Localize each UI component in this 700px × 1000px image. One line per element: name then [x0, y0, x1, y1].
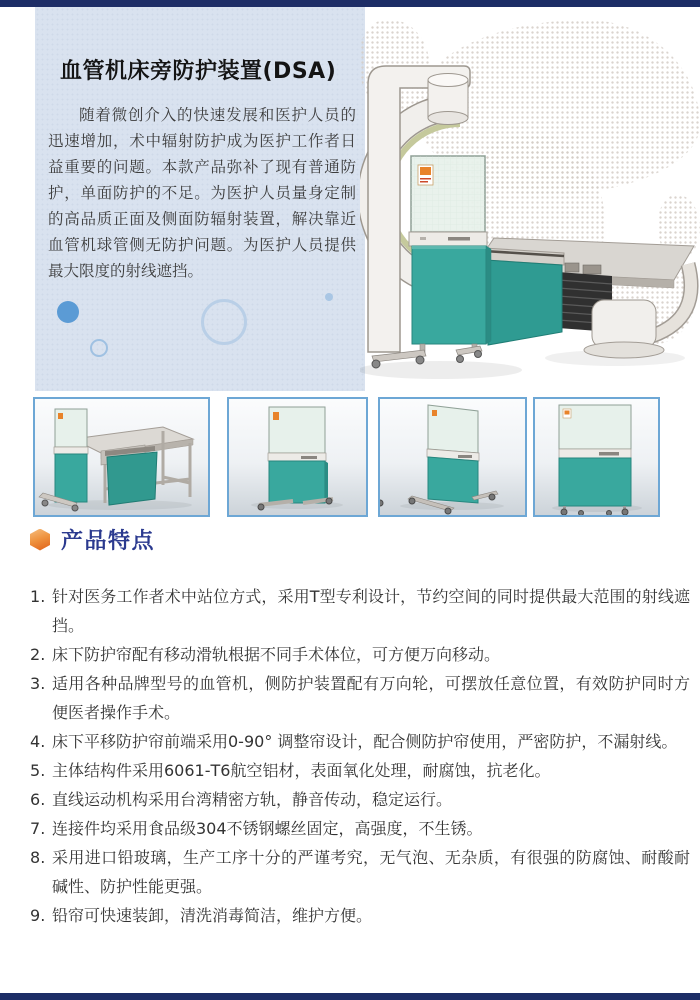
- decorative-circle-ring-small: [90, 339, 108, 357]
- feature-item: 针对医务工作者术中站位方式，采用T型专利设计，节约空间的同时提供最大范围的射线遮挡。: [52, 587, 690, 635]
- bottom-accent-bar: [0, 993, 700, 1000]
- decorative-circle-solid: [57, 301, 79, 323]
- product-thumbnail-front-screen: [533, 397, 660, 517]
- intro-panel: [35, 7, 365, 391]
- tube-cylinder: [428, 74, 468, 125]
- feature-item: 床下平移防护帘前端采用0-90° 调整帘设计，配合侧防护帘使用，严密防护，不漏射线。: [52, 732, 678, 751]
- product-thumbnail-single-screen: [227, 397, 368, 517]
- thumbnail-2-illustration: [229, 399, 366, 515]
- decorative-circle-dot: [325, 293, 333, 301]
- dsa-machine-illustration: [360, 20, 700, 392]
- product-thumbnail-t-screen-with-table: [33, 397, 210, 517]
- product-title: 血管机床旁防护装置(DSA): [60, 59, 337, 84]
- feature-item: 铅帘可快速装卸，清洗消毒简洁，维护方便。: [52, 906, 373, 925]
- feature-item: 直线运动机构采用台湾精密方轨，静音传动，稳定运行。: [52, 790, 453, 809]
- feature-item: 采用进口铅玻璃，生产工序十分的严谨考究，无气泡、无杂质，有很强的防腐蚀、耐酸耐碱性、防护性能更强。: [52, 848, 690, 896]
- top-accent-bar: [0, 0, 700, 7]
- brand-logo-icon: [418, 165, 433, 185]
- feature-item: 床下防护帘配有移动滑轨根据不同手术体位，可方便万向移动。: [52, 645, 501, 664]
- feature-item: 适用各种品牌型号的血管机，侧防护装置配有万向轮，可摆放任意位置，有效防护同时方便医者操作手术。: [52, 674, 690, 722]
- features-heading: 产品特点: [61, 529, 156, 554]
- feature-item: 主体结构件采用6061-T6航空铝材，表面氧化处理，耐腐蚀，抗老化。: [52, 761, 551, 780]
- thumbnail-3-illustration: [380, 399, 525, 515]
- feature-item: 连接件均采用食品级304不锈钢螺丝固定，高强度，不生锈。: [52, 819, 483, 838]
- product-thumbnail-angled-screen: [378, 397, 527, 517]
- thumbnail-4-illustration: [535, 399, 658, 515]
- decorative-circle-ring-large: [201, 299, 247, 345]
- intro-paragraph: 随着微创介入的快速发展和医护人员的迅速增加，术中辐射防护成为医护工作者日益重要的问题。本款产品弥补了现有普通防护，单面防护的不足。为医护人员量身定制的高品质正面及侧面防辐射装置，解决靠近血管机球管侧无防护问题。为医护人员提供最大限度的射线遮挡。: [48, 106, 356, 280]
- hexagon-bullet-icon: [30, 529, 50, 551]
- features-section: [30, 524, 690, 930]
- under-table-curtain: [484, 248, 564, 345]
- hero-render: [360, 20, 700, 392]
- features-list: [30, 582, 690, 930]
- features-header: [30, 524, 690, 555]
- protective-screen: [409, 156, 491, 344]
- thumbnail-1-illustration: [35, 399, 208, 515]
